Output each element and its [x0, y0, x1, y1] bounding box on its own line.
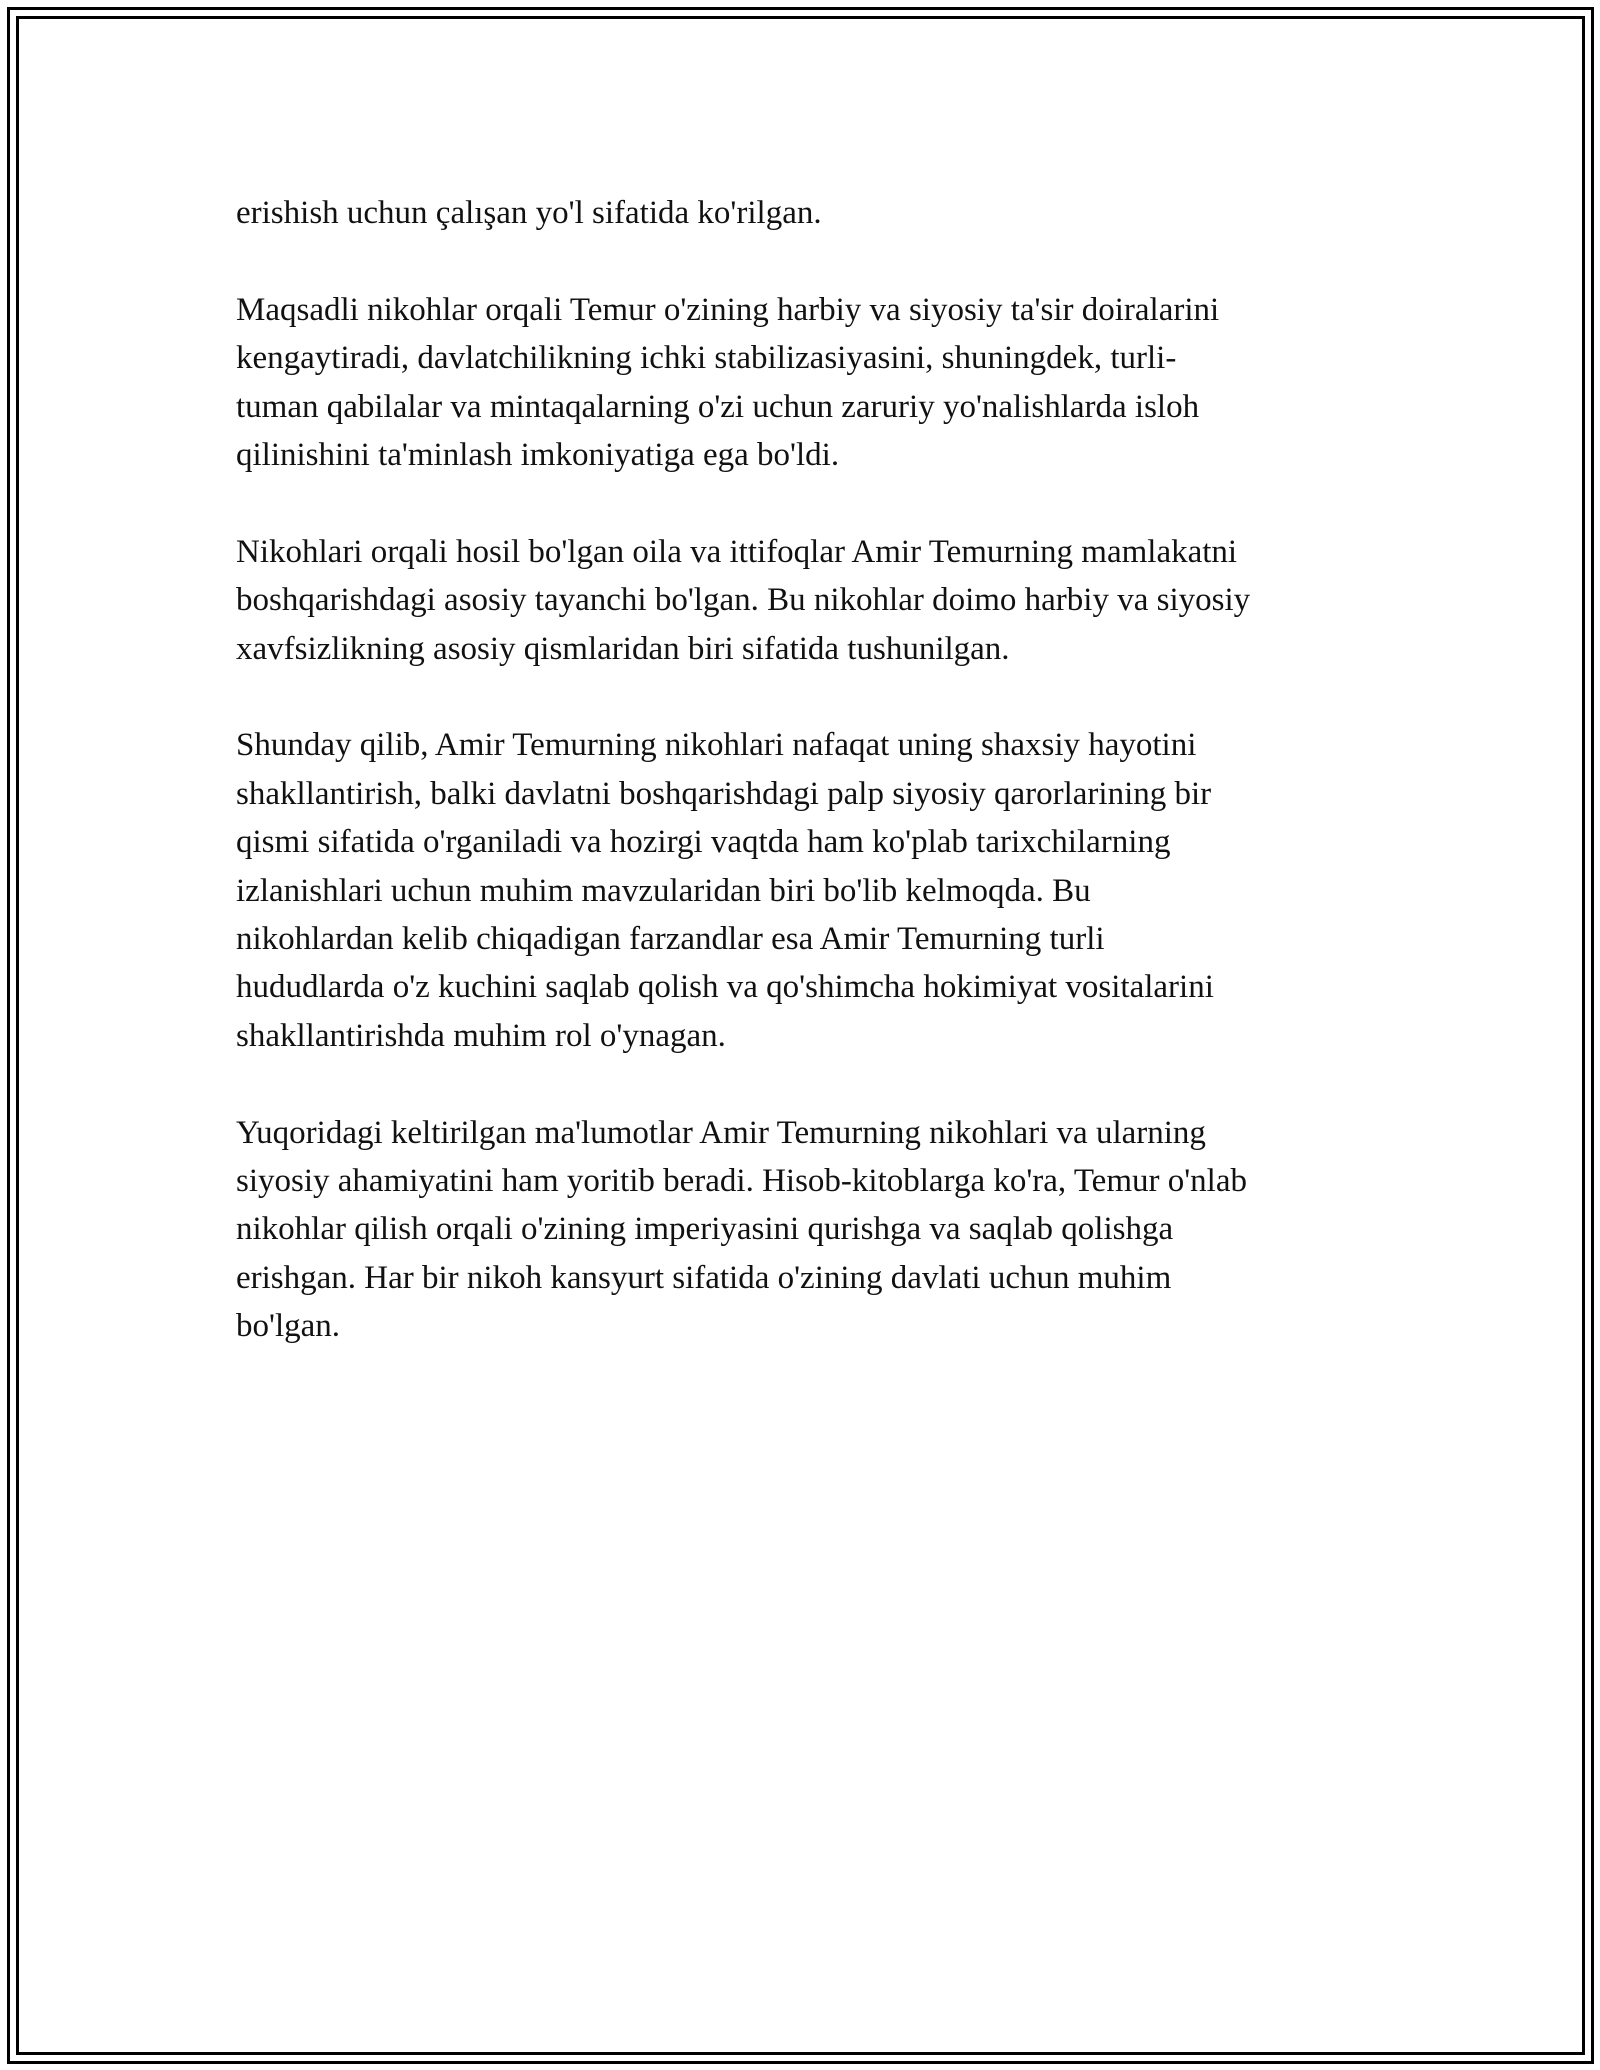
- text-line: hududlarda o'z kuchini saqlab qolish va qo'shimcha hokimiyat vositalarini: [236, 969, 1214, 1006]
- text-line: tuman qabilalar va mintaqalarning o'zi uchun zaruriy yo'nalishlarda isloh: [236, 388, 1200, 425]
- text-line: siyosiy ahamiyatini ham yoritib beradi. Hisob-kitoblarga ko'ra, Temur o'nlab: [236, 1163, 1247, 1200]
- text-line: erishgan. Har bir nikoh kansyurt sifatida o'zining davlati uchun muhim: [236, 1259, 1172, 1296]
- text-line: nikohlardan kelib chiqadigan farzandlar esa Amir Temurning turli: [236, 921, 1105, 958]
- text-line: erishish uchun çalışan yo'l sifatida ko'rilgan.: [236, 195, 822, 231]
- text-line: qismi sifatida o'rganiladi va hozirgi vaqtda ham ko'plab tarixchilarning: [236, 824, 1171, 861]
- paragraph-5: [236, 1109, 1386, 1351]
- text-line: boshqarishdagi asosiy tayanchi bo'lgan. Bu nikohlar doimo harbiy va siyosiy: [236, 582, 1251, 619]
- paragraph-4: [236, 721, 1386, 1060]
- text-line: shakllantirish, balki davlatni boshqarishdagi palp siyosiy qarorlarining bir: [236, 775, 1212, 812]
- text-line: bo'lgan.: [236, 1308, 341, 1345]
- paragraph-2: [236, 286, 1386, 480]
- paragraph-3: [236, 528, 1386, 673]
- text-line: xavfsizlikning asosiy qismlaridan biri sifatida tushunilgan.: [236, 630, 1010, 667]
- text-line: kengaytiradi, davlatchilikning ichki stabilizasiyasini, shuningdek, turli-: [236, 340, 1177, 377]
- text-line: Maqsadli nikohlar orqali Temur o'zining harbiy va siyosiy ta'sir doiralarini: [236, 291, 1220, 328]
- text-line: Yuqoridagi keltirilgan ma'lumotlar Amir Temurning nikohlari va ularning: [236, 1114, 1206, 1151]
- text-line: shakllantirishda muhim rol o'ynagan.: [236, 1017, 726, 1054]
- text-line: Nikohlari orqali hosil bo'lgan oila va ittifoqlar Amir Temurning mamlakatni: [236, 533, 1238, 570]
- paragraph-1: [236, 189, 1386, 237]
- text-line: Shunday qilib, Amir Temurning nikohlari nafaqat uning shaxsiy hayotini: [236, 727, 1197, 764]
- document-body: [236, 189, 1386, 1399]
- text-line: izlanishlari uchun muhim mavzularidan biri bo'lib kelmoqda. Bu: [236, 872, 1091, 909]
- text-line: qilinishini ta'minlash imkoniyatiga ega bo'ldi.: [236, 437, 840, 474]
- text-line: nikohlar qilish orqali o'zining imperiyasini qurishga va saqlab qolishga: [236, 1211, 1174, 1248]
